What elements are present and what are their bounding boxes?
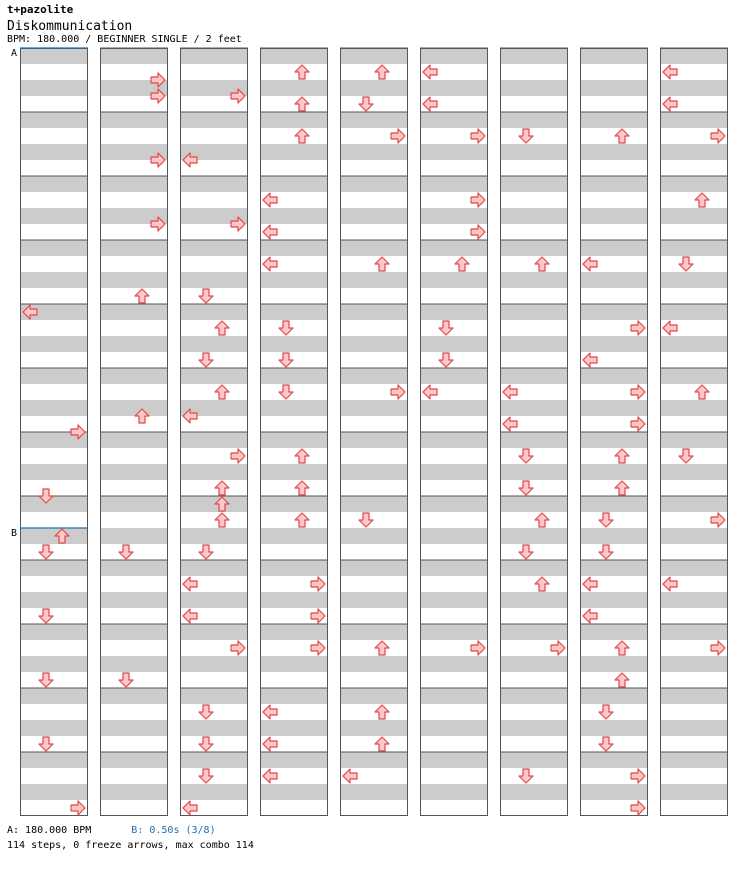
chart-column: [580, 48, 648, 816]
step-summary: 114 steps, 0 freeze arrows, max combo 114: [7, 840, 254, 851]
chart-column: [660, 48, 728, 816]
chart-info: BPM: 180.000 / BEGINNER SINGLE / 2 feet: [7, 34, 242, 45]
bpm-legend: [7, 825, 216, 836]
bpm-marker-label: A: [11, 48, 18, 59]
bpm-marker-label: B: [11, 528, 18, 539]
chart-column: [340, 48, 408, 816]
chart-column: [500, 48, 568, 816]
bpm-a-label: A: 180.000 BPM: [7, 825, 92, 836]
bpm-b-label: B: 0.50s (3/8): [131, 825, 216, 836]
artist-name: t+pazolite: [7, 3, 74, 16]
song-title: Diskommunication: [7, 19, 133, 34]
chart-column: [420, 48, 488, 816]
chart-column: [260, 48, 328, 816]
